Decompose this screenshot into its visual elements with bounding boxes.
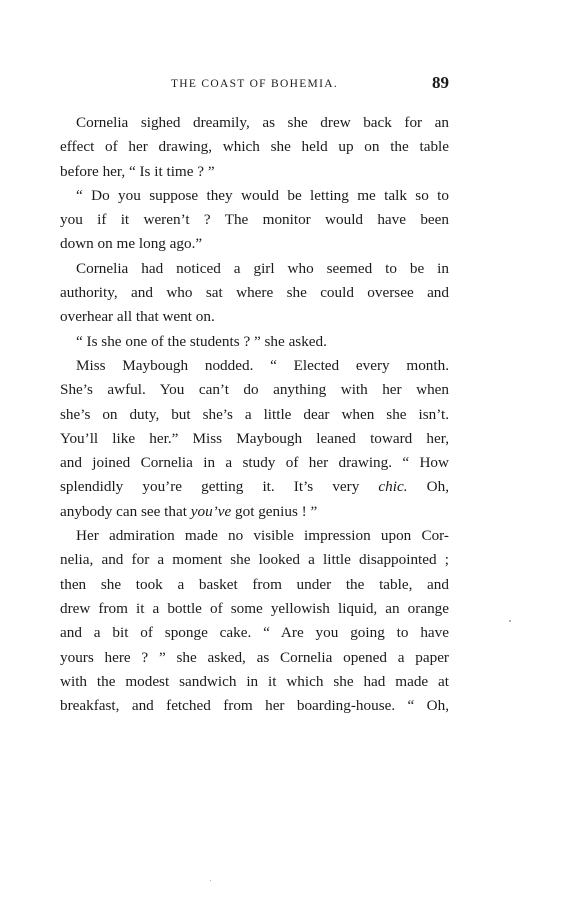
- text-line: she’s on duty, but she’s a little dear when she isn’t.: [60, 405, 449, 423]
- text-line: overhear all that went on.: [60, 308, 215, 326]
- text-line: drew from it a bottle of some yellowish liquid, an orange: [60, 599, 449, 617]
- text-line: authority, and who sat where she could oversee and: [60, 284, 449, 302]
- text-line: Miss Maybough nodded. “ Elected every month.: [76, 356, 449, 374]
- text-line: “ Do you suppose they would be letting me talk so to: [76, 186, 449, 204]
- text-line: and joined Cornelia in a study of her drawing. “ How: [60, 454, 449, 472]
- text-line: Her admiration made no visible impression upon Cor-: [76, 527, 449, 545]
- text-line: effect of her drawing, which she held up on the table: [60, 138, 449, 156]
- text-segment: got genius ! ”: [231, 502, 318, 520]
- paper-speck: [210, 880, 211, 881]
- text-line: before her, “ Is it time ? ”: [60, 162, 215, 180]
- page-number: 89: [432, 73, 449, 92]
- text-line: “ Is she one of the students ? ” she asked.: [76, 332, 327, 350]
- text-line: Cornelia sighed dreamily, as she drew back for an: [76, 114, 449, 131]
- running-title: THE COAST OF BOHEMIA.: [170, 78, 338, 90]
- text-segment: anybody can see that: [60, 502, 191, 520]
- text-line: She’s awful. You can’t do anything with her when: [60, 381, 449, 399]
- text-line: yours here ? ” she asked, as Cornelia opened a paper: [60, 648, 449, 666]
- text-segment: Oh,: [407, 478, 449, 496]
- text-segment: splendidly you’re getting it. It’s very: [60, 478, 379, 496]
- text-line: and a bit of sponge cake. “ Are you going to have: [60, 624, 449, 642]
- text-line: Cornelia had noticed a girl who seemed to be in: [76, 259, 449, 277]
- italic-text: you’ve: [190, 502, 232, 520]
- paper-speck: [509, 620, 511, 622]
- text-line: then she took a basket from under the table, and: [60, 575, 449, 593]
- text-line: [60, 500, 449, 524]
- text-line: breakfast, and fetched from her boarding-house. “ Oh,: [60, 697, 449, 715]
- text-line: You’ll like her.” Miss Maybough leaned toward her,: [60, 429, 449, 447]
- text-line: you if it weren’t ? The monitor would have been: [60, 211, 449, 229]
- text-line: [60, 475, 449, 499]
- text-line: with the modest sandwich in it which she had made at: [60, 672, 449, 690]
- running-head: [60, 74, 449, 94]
- body-text: [60, 111, 449, 718]
- text-line: nelia, and for a moment she looked a little disappointed ;: [60, 551, 449, 569]
- italic-text: chic.: [378, 478, 408, 496]
- text-line: down on me long ago.”: [60, 235, 203, 253]
